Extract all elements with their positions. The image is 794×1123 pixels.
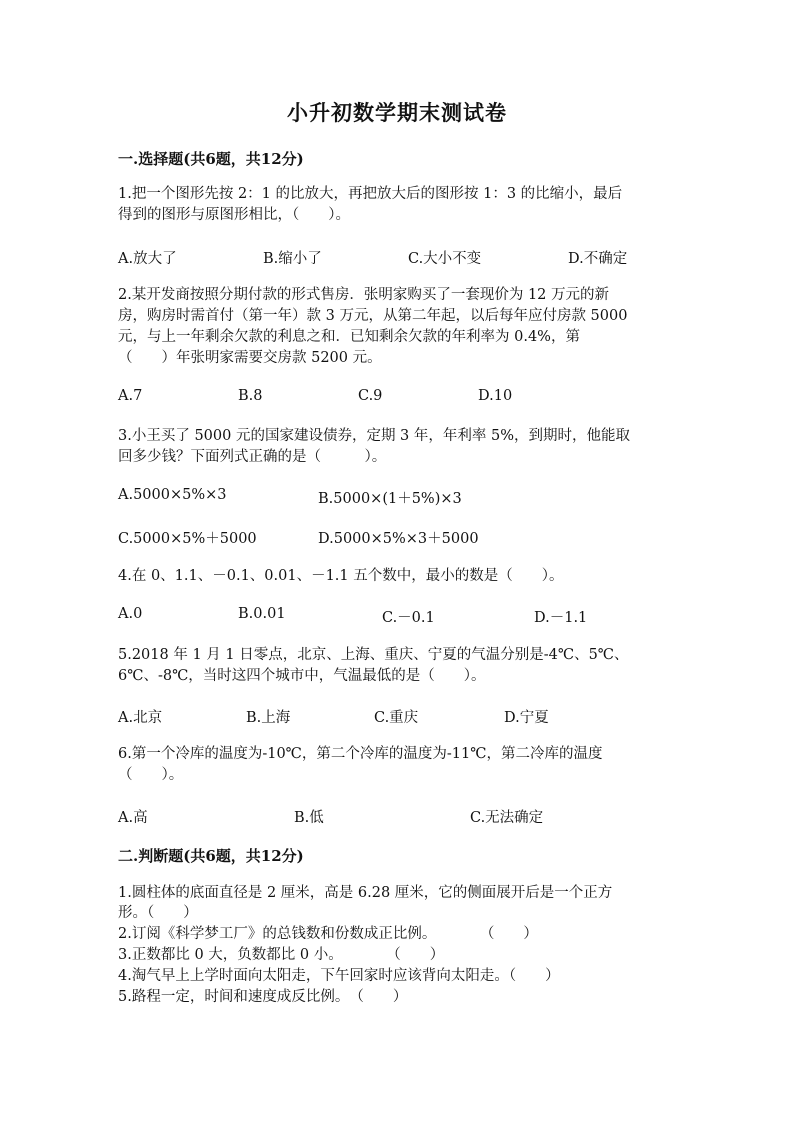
question-5-option-d[interactable]: D.宁夏 <box>504 710 549 726</box>
question-2-stem <box>118 285 678 369</box>
question-3-stem <box>118 426 678 468</box>
question-1-stem <box>118 184 678 226</box>
judgement-1-line-1: 1.圆柱体的底面直径是 2 厘米，高是 6.28 厘米，它的侧面展开后是一个正方 <box>118 885 613 901</box>
question-5-line-2: 6℃、-8℃，当时这四个城市中，气温最低的是（ ）。 <box>118 668 486 684</box>
question-6-option-a[interactable]: A.高 <box>118 810 148 826</box>
question-1-line-1: 1.把一个图形先按 2：1 的比放大，再把放大后的图形按 1：3 的比缩小，最后 <box>118 186 623 202</box>
question-6-option-b[interactable]: B.低 <box>294 810 324 826</box>
question-4-options <box>118 606 698 626</box>
section-heading-multiple-choice: 一.选择题(共6题，共12分) <box>118 150 304 168</box>
question-5-option-a[interactable]: A.北京 <box>118 710 163 726</box>
question-1-option-d[interactable]: D.不确定 <box>568 251 628 267</box>
page-title: 小升初数学期末测试卷 <box>287 100 507 125</box>
question-2-option-a[interactable]: A.7 <box>118 388 143 404</box>
judgement-5 <box>118 987 688 1007</box>
question-1-line-2: 得到的图形与原图形相比，（ ）。 <box>118 207 350 223</box>
judgement-5-line-1: 5.路程一定，时间和速度成反比例。 （ ） <box>118 989 408 1005</box>
question-5-line-1: 5.2018 年 1 月 1 日零点，北京、上海、重庆、宁夏的气温分别是-4℃、5℃、 <box>118 647 629 663</box>
question-6-options <box>118 806 698 826</box>
question-2-option-d[interactable]: D.10 <box>478 388 513 404</box>
question-6-stem <box>118 744 678 786</box>
question-4-option-d[interactable]: D.－1.1 <box>534 610 588 626</box>
question-4-option-b[interactable]: B.0.01 <box>238 606 286 622</box>
judgement-1-line-2: 形。（ ） <box>118 905 198 921</box>
judgement-2-line-1: 2.订阅《科学梦工厂》的总钱数和份数成正比例。 （ ） <box>118 926 538 942</box>
question-6-line-2: （ ）。 <box>118 767 184 783</box>
question-1-option-a[interactable]: A.放大了 <box>118 251 177 267</box>
question-5-option-b[interactable]: B.上海 <box>246 710 291 726</box>
question-4-option-a[interactable]: A.0 <box>118 606 143 622</box>
question-3-option-b[interactable]: B.5000×(1＋5%)×3 <box>318 491 462 507</box>
question-6-line-1: 6.第一个冷库的温度为-10℃，第二个冷库的温度为-11℃，第二冷库的温度 <box>118 746 603 762</box>
judgement-2 <box>118 924 688 944</box>
judgement-1 <box>118 883 688 923</box>
question-2-line-1: 2.某开发商按照分期付款的形式售房．张明家购买了一套现价为 12 万元的新 <box>118 287 610 303</box>
question-3-line-1: 3.小王买了 5000 元的国家建设债券，定期 3 年，年利率 5%，到期时，他能取 <box>118 428 631 444</box>
question-1-options <box>118 247 698 267</box>
judgement-4-line-1: 4.淘气早上上学时面向太阳走，下午回家时应该背向太阳走。（ ） <box>118 968 560 984</box>
question-6-option-c[interactable]: C.无法确定 <box>470 810 544 826</box>
question-4-stem <box>118 566 678 587</box>
question-3-option-d[interactable]: D.5000×5%×3＋5000 <box>318 531 479 547</box>
question-1-option-b[interactable]: B.缩小了 <box>263 251 322 267</box>
question-3-option-a[interactable]: A.5000×5%×3 <box>118 487 227 503</box>
question-2-line-3: 元，与上一年剩余欠款的利息之和．已知剩余欠款的年利率为 0.4%，第 <box>118 329 580 345</box>
question-3-options-row-2 <box>118 527 698 547</box>
judgement-4 <box>118 966 688 986</box>
question-2-option-c[interactable]: C.9 <box>358 388 383 404</box>
question-5-stem <box>118 645 678 687</box>
question-3-line-2: 回多少钱？下面列式正确的是（ ）。 <box>118 449 387 465</box>
question-1-option-c[interactable]: C.大小不变 <box>408 251 482 267</box>
question-5-option-c[interactable]: C.重庆 <box>374 710 419 726</box>
question-2-line-2: 房，购房时需首付（第一年）款 3 万元，从第二年起，以后每年应付房款 5000 <box>118 308 628 324</box>
question-4-option-c[interactable]: C.－0.1 <box>382 610 435 626</box>
judgement-3-line-1: 3.正数都比 0 大，负数都比 0 小。 （ ） <box>118 947 445 963</box>
question-2-options <box>118 388 698 408</box>
question-3-option-c[interactable]: C.5000×5%＋5000 <box>118 531 257 547</box>
question-4-line-1: 4.在 0、1.1、－0.1、0.01、－1.1 五个数中，最小的数是（ ）。 <box>118 568 564 584</box>
question-5-options <box>118 706 698 726</box>
question-2-line-4: （ ）年张明家需要交房款 5200 元。 <box>118 350 382 366</box>
section-heading-true-false: 二.判断题(共6题，共12分) <box>118 847 304 865</box>
judgement-3 <box>118 945 688 965</box>
question-2-option-b[interactable]: B.8 <box>238 388 263 404</box>
question-3-options-row-1 <box>118 487 698 507</box>
